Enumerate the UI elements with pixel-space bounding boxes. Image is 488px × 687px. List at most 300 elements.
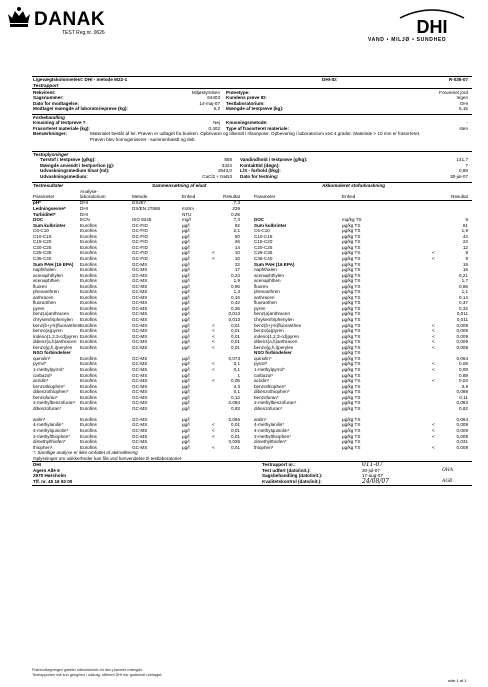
param-lab: Eurofins — [80, 378, 97, 384]
acc-unit: µg/kg TS — [342, 361, 361, 367]
param-method: DS/EN 27888 — [132, 206, 161, 211]
param-unit: µg/l — [182, 283, 190, 289]
param-unit: µg/l — [182, 394, 190, 400]
param-result: 0,01 — [231, 322, 240, 328]
info-label: Modtaget mængde af laboratorieprøve (kg): — [33, 106, 128, 112]
acc-param-name: pyrrol* — [254, 361, 268, 367]
param-result: 4,3 — [233, 383, 240, 389]
info-label: Mængde af testprøve (kg): — [226, 106, 284, 112]
param-unit: µg/l — [182, 222, 190, 228]
info-label: L/S - forhold (l/kg): — [240, 168, 281, 174]
param-name: Turbiditet* — [33, 211, 56, 217]
param-unit: µg/l — [182, 255, 190, 261]
param-result: 14 — [234, 244, 240, 250]
param-lab: Eurofins — [80, 255, 97, 261]
param-name: fluoren — [33, 283, 48, 289]
acc-unit: µg/kg TS — [342, 366, 361, 372]
acc-param-name: C25-C35 — [254, 250, 273, 256]
acc-result: 0,009 — [456, 328, 468, 334]
header-parameter-2: Parameter — [254, 194, 276, 200]
acc-qualifier: < — [432, 366, 435, 372]
param-method: GC-MS — [132, 322, 148, 328]
info-label: Testlaboratorium: — [226, 100, 265, 106]
param-name: carbazol* — [33, 372, 53, 378]
lab-address-line: Tlf. nr. 45 16 92 00 — [33, 478, 73, 484]
param-lab: Eurofins — [80, 311, 97, 317]
acc-param-name: benz(b+j+k)fluoranthen — [254, 322, 302, 328]
param-name: DOC — [33, 217, 44, 223]
param-qualifier: < — [212, 344, 215, 350]
param-lab: Eurofins — [80, 389, 97, 395]
footer-label: Kvalitetskontrol (dato/init.): — [262, 478, 322, 484]
param-name: C10-C15 — [33, 233, 52, 239]
acc-param-name: acenaphthen — [254, 278, 281, 284]
param-unit: µg/l — [182, 378, 190, 384]
header-unit: Enhed — [182, 194, 196, 200]
param-result: 10 — [234, 250, 240, 256]
param-method: GC-MS — [132, 272, 148, 278]
param-result: 22 — [234, 261, 240, 267]
acc-result: 0,37 — [459, 300, 468, 306]
param-lab: Eurofins — [80, 222, 97, 228]
param-unit: µg/l — [182, 300, 190, 306]
param-unit: µg/l — [182, 355, 190, 361]
param-name: thiophen* — [33, 444, 53, 450]
acc-param-name: benzo(g,h,i)perylen — [254, 344, 294, 350]
acc-unit: µg/kg TS — [342, 300, 361, 306]
acc-unit: µg/kg TS — [342, 355, 361, 361]
remarks-row — [32, 137, 472, 143]
param-name: 4-methylquinolin* — [33, 428, 69, 433]
acc-unit: µg/kg TS — [342, 311, 361, 317]
acc-param-name: dibenzothiophen* — [254, 389, 290, 395]
eluate-group-title: Sammensætning af eluat — [152, 183, 207, 189]
param-lab: Eurofins — [80, 355, 97, 361]
acc-result: 0,21 — [459, 272, 468, 278]
param-name: 1-methylpyrrol* — [33, 366, 64, 372]
param-unit: µg/l — [182, 328, 190, 334]
info-label: Dato for testning: — [240, 173, 279, 179]
acc-qualifier: < — [432, 422, 435, 428]
acc-result: 0,011 — [456, 317, 468, 322]
param-name: fluoranthen — [33, 300, 56, 306]
param-result: 0,094 — [228, 400, 240, 406]
acc-param-name: fluoranthen — [254, 300, 277, 306]
param-method: GC-MS — [132, 267, 148, 273]
param-result: 0,24 — [231, 272, 240, 278]
param-method: GC-FID — [132, 239, 148, 245]
info-value: CaCl2 + NaN3 — [202, 173, 232, 179]
param-unit: µg/l — [182, 233, 190, 239]
param-result: 0,01 — [231, 333, 240, 339]
acc-qualifier: < — [432, 250, 435, 256]
info-value: 141,7 — [456, 157, 468, 163]
param-method: GC-MS — [132, 428, 148, 433]
info-value: 858 — [224, 157, 232, 163]
param-lab: Eurofins — [80, 294, 97, 300]
acc-param-name: indeno(1,2,3-cd)pyren — [254, 333, 299, 339]
param-method: GC-MS — [132, 394, 148, 400]
info-value: 3324 — [221, 162, 232, 168]
param-name: pyren — [33, 305, 45, 311]
acc-result: 0,009 — [456, 444, 468, 450]
param-result: 0,01 — [231, 344, 240, 350]
param-result: 1 — [237, 372, 240, 378]
acc-unit: µg/kg TS — [342, 289, 361, 295]
param-unit: µg/l — [182, 428, 190, 433]
info-label: Vandindhold i testprøve (g/kg): — [240, 157, 308, 163]
param-name: C25-C35 — [33, 250, 52, 256]
param-name: pyrrol* — [33, 361, 47, 367]
acc-unit: µg/kg TS — [342, 294, 361, 300]
param-name: chrysen/triphenylen — [33, 317, 73, 322]
param-qualifier: < — [212, 333, 215, 339]
acc-qualifier: < — [432, 255, 435, 261]
param-name: NSO forbindelser — [33, 350, 71, 356]
acc-result: 9 — [465, 250, 468, 256]
footer-note-2: Testrapporten må kun gengives i uddrag, såfremt DHI har godkendt uddraget. — [32, 672, 163, 677]
param-unit: µg/l — [182, 444, 190, 450]
acc-unit: µg/kg TS — [342, 322, 361, 328]
acc-param-name: C20-C25 — [254, 244, 273, 250]
acc-unit: µg/kg TS — [342, 317, 361, 322]
param-result: 239 — [232, 206, 240, 211]
acc-unit: µg/kg TS — [342, 228, 361, 234]
footer-initials: AGB — [442, 478, 453, 484]
param-lab: Eurofins — [80, 422, 97, 428]
acc-unit: µg/kg TS — [342, 394, 361, 400]
param-result: 0,036 — [228, 439, 240, 445]
param-result: 0,073 — [228, 355, 240, 361]
footer-value: 30-jul-07 — [362, 467, 380, 473]
param-method: GC-MS — [132, 328, 148, 334]
param-lab: DHI — [80, 211, 88, 217]
param-method: GC-FID — [132, 228, 148, 234]
param-method: GC-MS — [132, 289, 148, 295]
acc-result: 1,1 — [461, 289, 468, 295]
param-method: GC-MS — [132, 366, 148, 372]
acc-unit: µg/kg TS — [342, 222, 361, 228]
info-label: Frasorteret materiale (kg): — [33, 125, 90, 131]
dhi-tagline: VAND • MILJØ • SUNDHED — [368, 37, 447, 43]
lab-address-line: DHI — [33, 462, 41, 468]
test-reg-number: TEST Reg.nr. 0626 — [62, 30, 105, 36]
param-name: Sum PAH (16 EPA) — [33, 261, 74, 267]
param-result: 0,93 — [231, 405, 240, 411]
acc-result: 19 — [462, 261, 468, 267]
param-name: dimethylthiofen* — [33, 439, 66, 445]
acc-result: 0,04 — [459, 378, 468, 384]
param-method: GC-MS — [132, 300, 148, 306]
info-value: 7 — [465, 162, 468, 168]
acc-param-name: 2-methylbenzofuran* — [254, 400, 297, 406]
footer-label: Test udført (dato/init.): — [262, 467, 311, 473]
param-method: DS287 — [132, 200, 147, 206]
param-qualifier: < — [212, 255, 215, 261]
acc-unit: µg/kg TS — [342, 250, 361, 256]
info-value: Forurenet jord — [439, 89, 468, 95]
param-method: GC-MS — [132, 400, 148, 406]
param-method: GC-MS — [132, 389, 148, 395]
info-label: Type af frasorteret materiale: — [226, 125, 289, 131]
param-unit: µg/l — [182, 278, 190, 284]
acc-param-name: thiophen* — [254, 444, 274, 450]
acc-param-name: fluoren — [254, 283, 269, 289]
param-qualifier: < — [212, 422, 215, 428]
footer-value: 011-07 — [362, 461, 384, 469]
param-qualifier: < — [212, 339, 215, 345]
param-method: GC-MS — [132, 339, 148, 345]
dhi-logo-text: DHI — [416, 17, 448, 36]
acc-result: 0,09 — [459, 366, 468, 372]
acc-param-name: anthracen — [254, 294, 275, 300]
acc-param-name: carbazol* — [254, 372, 274, 378]
acc-param-name: benzo(a)pyren — [254, 328, 284, 334]
acc-param-name: phenanthren — [254, 289, 280, 295]
param-qualifier: < — [212, 444, 215, 450]
info-value: sten — [459, 125, 468, 131]
param-lab: Eurofins — [80, 322, 97, 328]
info-value: DHI — [460, 100, 468, 106]
param-unit: µg/l — [182, 228, 190, 234]
acc-unit: µg/kg TS — [342, 439, 361, 445]
param-unit: µg/l — [182, 289, 190, 295]
param-name: dibenz(a,h)anthracen — [33, 339, 77, 345]
info-value: 6,2 — [213, 106, 220, 112]
acc-param-name: dimethylthiofen* — [254, 439, 287, 445]
param-method: GC-MS — [132, 333, 148, 339]
acc-unit: µg/kg TS — [342, 422, 361, 428]
param-unit: µg/l — [182, 294, 190, 300]
param-method: GC-MS — [132, 405, 148, 411]
footer-initials: OHA — [442, 467, 454, 473]
param-unit: µg/l — [182, 267, 190, 273]
param-name: naphthalen — [33, 267, 56, 273]
acc-param-name: 4-methylanilin* — [254, 422, 285, 428]
param-lab: Eurofins — [80, 244, 97, 250]
page-number: side 1 af 1 — [448, 678, 467, 683]
param-name: Ledningsevne* — [33, 206, 66, 211]
header-lab-top: Analyse- — [80, 188, 98, 194]
param-result: 0,01 — [231, 328, 240, 334]
header-parameter: Parameter — [33, 194, 55, 200]
param-name: dibenzothiophen* — [33, 389, 69, 395]
footer-value: 17-aug-07 — [362, 473, 383, 479]
info-label: Udvaskningsmedium: — [40, 173, 88, 179]
param-lab: Eurofins — [80, 444, 97, 450]
param-result: 50 — [234, 233, 240, 239]
param-method: GC-MS — [132, 372, 148, 378]
acc-result: 0,14 — [459, 294, 468, 300]
info-label: Sagsnummer: — [33, 95, 64, 101]
acc-param-name: Sum kulbrinter — [254, 222, 287, 228]
dhi-logo-icon — [398, 6, 466, 36]
param-lab: DHI — [80, 200, 88, 206]
param-name: pH* — [33, 200, 41, 206]
rule-line — [32, 485, 472, 486]
acc-result: 0,009 — [456, 433, 468, 439]
acc-unit: µg/kg TS — [342, 400, 361, 406]
report-subtitle: Testrapport — [33, 82, 59, 88]
param-name: phenanthren — [33, 289, 59, 295]
param-name: acenaphthylen — [33, 272, 63, 278]
footer-label: Testrapport nr.: — [262, 462, 296, 468]
acc-result: 0,82 — [459, 405, 468, 411]
acc-result: 0,088 — [456, 389, 468, 395]
param-lab: Eurofins — [80, 228, 97, 234]
acc-param-name: C15-C20 — [254, 239, 273, 245]
header-result: Resultat — [223, 194, 240, 200]
param-lab: Eurofins — [80, 400, 97, 406]
param-unit: µg/l — [182, 372, 190, 378]
param-method: GC-FID — [132, 244, 148, 250]
param-method: GC-MS — [132, 422, 148, 428]
acc-qualifier: < — [432, 378, 435, 384]
param-unit: µg/l — [182, 383, 190, 389]
info-label: Tørstof i testprøve (g/kg): — [40, 157, 96, 163]
acc-unit: µg/kg TS — [342, 261, 361, 267]
param-unit: µg/l — [182, 366, 190, 372]
acc-result: 1,9 — [461, 228, 468, 234]
param-unit: µg/l — [182, 317, 190, 322]
param-method: GC-MS — [132, 378, 148, 384]
param-qualifier: < — [212, 250, 215, 256]
acc-qualifier: < — [432, 428, 435, 433]
acc-unit: µg/kg TS — [342, 339, 361, 345]
info-row — [32, 174, 472, 180]
acc-param-name: benz(a)anthracen — [254, 311, 291, 317]
param-result: 0,01 — [231, 422, 240, 428]
acc-result: 1,7 — [461, 278, 468, 284]
acc-unit: µg/kg TS — [342, 283, 361, 289]
param-lab: DHI — [80, 206, 88, 211]
param-unit: NTU — [182, 211, 192, 217]
param-method: GC-FID — [132, 250, 148, 256]
param-unit: µg/l — [182, 400, 190, 406]
info-value: 6,16 — [459, 106, 468, 112]
acc-param-name: quinolin* — [254, 355, 272, 361]
param-result: 0,01 — [231, 339, 240, 345]
param-lab: Eurofins — [80, 239, 97, 245]
param-name: 2-methylbenzofuran* — [33, 400, 76, 406]
acc-param-name: benzothiophen* — [254, 383, 286, 389]
param-method: ISO 8245 — [132, 217, 152, 223]
param-lab: Eurofins — [80, 328, 97, 334]
acc-param-name: 2-methylthiophen* — [254, 433, 292, 439]
acc-param-name: C6-C10 — [254, 228, 270, 234]
param-method: GC-MS — [132, 355, 148, 361]
acc-result: 0,009 — [456, 339, 468, 345]
param-result: 0,42 — [231, 300, 240, 306]
param-result: 2,1 — [233, 228, 240, 234]
param-unit: µg/l — [182, 261, 190, 267]
acc-result: 0,09 — [459, 361, 468, 367]
acc-param-name: acenaphthylen — [254, 272, 284, 278]
acc-result: 0,009 — [456, 428, 468, 433]
acc-unit: µg/kg TS — [342, 428, 361, 433]
param-method: GC-FID — [132, 233, 148, 239]
dhi-id-value: R-035-07 — [448, 77, 468, 82]
acc-qualifier: < — [432, 322, 435, 328]
param-result: 0,01 — [231, 433, 240, 439]
param-unit: µg/l — [182, 405, 190, 411]
report-title: Ligevægtskolonnetest: DHI - metode M22-1 — [33, 77, 128, 82]
acc-unit: µg/kg TS — [342, 255, 361, 261]
info-label: Kundens prøve ID: — [226, 95, 267, 101]
section-title-testoplysninger: Testoplysninger — [33, 151, 69, 157]
param-result: 26 — [234, 239, 240, 245]
remarks-text: Prøven blev homogeniseret - sammenhældt og delt. — [90, 137, 196, 142]
acc-param-name: NSO forbindelser — [254, 350, 292, 356]
param-unit: µg/l — [182, 433, 190, 439]
param-lab: Eurofins — [80, 267, 97, 273]
acc-unit: µg/kg TS — [342, 378, 361, 384]
acc-param-name: dibenz(a,h)anthracen — [254, 339, 298, 345]
param-lab: Eurofins — [80, 339, 97, 345]
info-label: Knusningsmetode: — [226, 120, 268, 126]
acc-unit: µg/kg TS — [342, 305, 361, 311]
acc-result: 0,011 — [456, 311, 468, 317]
acc-result: 0,85 — [459, 283, 468, 289]
header-unit-2: Enhed — [342, 194, 356, 200]
acc-param-name: naphthalen — [254, 267, 277, 273]
param-result: 0,065 — [228, 416, 240, 422]
info-value: 0,88 — [459, 168, 468, 174]
acc-unit: µg/kg TS — [342, 267, 361, 273]
param-name: benz(b+j+k)fluoranthen — [33, 322, 81, 328]
param-method: GC-MS — [132, 317, 148, 322]
acc-result: 0,009 — [456, 333, 468, 339]
param-name: benzofuran* — [33, 394, 58, 400]
footer-notes — [32, 668, 162, 677]
section-title-forbehandling: Forbehandling — [33, 114, 65, 120]
info-label: Knusning af testprøve ? — [33, 120, 86, 126]
param-name: anthracen — [33, 294, 54, 300]
param-unit: µg/l — [182, 439, 190, 445]
param-method: GC-MS — [132, 433, 148, 439]
param-name: dibenzofuran* — [33, 405, 62, 411]
param-result: 0,1 — [233, 361, 240, 367]
param-name: benz(a)anthracen — [33, 311, 70, 317]
param-name: 4-methylanilin* — [33, 422, 64, 428]
results-title: Testresultater — [33, 183, 64, 189]
lab-address-line: 2970 Hørsholm — [33, 473, 66, 479]
param-lab: Eurofins — [80, 317, 97, 322]
results-note: *: Samtlige analyse er ikke omfattet af akkreditering — [33, 450, 138, 456]
info-value: 64403 — [207, 95, 220, 101]
acc-unit: µg/kg TS — [342, 272, 361, 278]
acc-unit: µg/kg TS — [342, 328, 361, 334]
param-name: benzothiophen* — [33, 383, 65, 389]
param-method: GC-MS — [132, 439, 148, 445]
info-value: Ingen — [456, 95, 468, 101]
param-unit: µg/l — [182, 244, 190, 250]
acc-result: 0,009 — [456, 344, 468, 350]
acc-unit: µg/kg TS — [342, 239, 361, 245]
acc-unit: µg/kg TS — [342, 389, 361, 395]
param-lab: Eurofins — [80, 428, 97, 433]
param-unit: µg/l — [182, 389, 190, 395]
acc-unit: µg/kg TS — [342, 244, 361, 250]
param-method: GC-MS — [132, 261, 148, 267]
param-unit: µg/l — [182, 272, 190, 278]
acc-unit: µg/kg TS — [342, 416, 361, 422]
acc-result: 0,064 — [456, 416, 468, 422]
acc-param-name: DOC — [254, 217, 265, 223]
param-result: 0,01 — [231, 428, 240, 433]
acc-param-name: 1-methylpyrrol* — [254, 366, 285, 372]
acc-result: 0,009 — [456, 322, 468, 328]
